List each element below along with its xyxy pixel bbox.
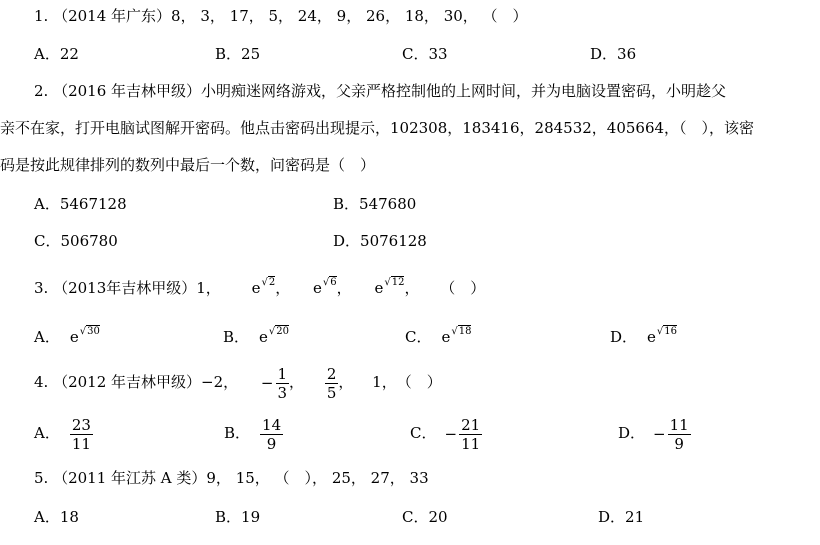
q4-option-d[interactable]: D． − $\frac{11}{9}$ bbox=[618, 415, 689, 453]
q4-stem: 4. （2012 年吉林甲级）−2， − $\frac{1}{3}$ ， $\frac{2}{5}$ ， 1， （ ） bbox=[34, 364, 442, 402]
q5-option-a[interactable]: A．18 bbox=[34, 508, 79, 526]
q3-stem: 3. （2013年吉林甲级）1， e √2 ， e √6 ， e √12 ， （ ） bbox=[34, 278, 485, 301]
q2-option-c[interactable]: C．506780 bbox=[34, 232, 118, 250]
q5-stem: 5. （2011 年江苏 A 类）9， 15， （ ）， 25， 27， 33 bbox=[34, 469, 429, 487]
q4-fraction-2: $\frac{2}{5}$ bbox=[326, 364, 337, 402]
q1-option-a[interactable]: A．22 bbox=[34, 45, 79, 63]
q1-stem: 1. （2014 年广东）8， 3， 17， 5， 24， 9， 26， 18， 30， （ ） bbox=[34, 7, 528, 25]
q4-option-a[interactable]: A． $\frac{23}{11}$ bbox=[34, 415, 91, 453]
q3-term-3: e √12 bbox=[374, 277, 405, 297]
q2-option-a[interactable]: A．5467128 bbox=[34, 195, 127, 213]
q4-option-c[interactable]: C． − $\frac{21}{11}$ bbox=[410, 415, 481, 453]
q1-option-d[interactable]: D．36 bbox=[590, 45, 637, 63]
q3-prefix: 3. （2013年吉林甲级）1， bbox=[34, 279, 221, 297]
q5-option-b[interactable]: B．19 bbox=[215, 508, 261, 526]
q3-option-d[interactable]: D． e √16 bbox=[610, 326, 678, 346]
q4-rest: 1， （ ） bbox=[372, 373, 442, 391]
q3-option-c[interactable]: C． e √18 bbox=[405, 326, 472, 346]
q1-option-b[interactable]: B．25 bbox=[215, 45, 261, 63]
q1-option-c[interactable]: C．33 bbox=[402, 45, 448, 63]
q3-option-a[interactable]: A． e √30 bbox=[34, 326, 100, 346]
q5-option-c[interactable]: C．20 bbox=[402, 508, 448, 526]
q3-option-b[interactable]: B． e √20 bbox=[223, 326, 290, 346]
q4-option-b[interactable]: B． $\frac{14}{9}$ bbox=[224, 415, 282, 453]
q4-fraction-1: $\frac{1}{3}$ bbox=[277, 364, 288, 402]
q2-stem-line-1: 2. （2016 年吉林甲级）小明痴迷网络游戏，父亲严格控制他的上网时间，并为电脑设置密码，小明趁父 bbox=[34, 82, 727, 100]
q3-term-1: e √2 bbox=[251, 277, 276, 297]
q4-prefix: 4. （2012 年吉林甲级）−2， bbox=[34, 373, 239, 391]
q2-stem-line-2: 亲不在家，打开电脑试图解开密码。他点击密码出现提示，102308，183416，284532，405664，（ ），该密 bbox=[0, 119, 755, 137]
q2-option-d[interactable]: D．5076128 bbox=[333, 232, 427, 250]
q2-option-b[interactable]: B．547680 bbox=[333, 195, 417, 213]
q3-blank: （ ） bbox=[440, 279, 486, 297]
q5-option-d[interactable]: D．21 bbox=[598, 508, 645, 526]
q2-stem-line-3: 码是按此规律排列的数列中最后一个数，问密码是（ ） bbox=[0, 156, 376, 174]
q3-term-2: e √6 bbox=[313, 277, 337, 297]
